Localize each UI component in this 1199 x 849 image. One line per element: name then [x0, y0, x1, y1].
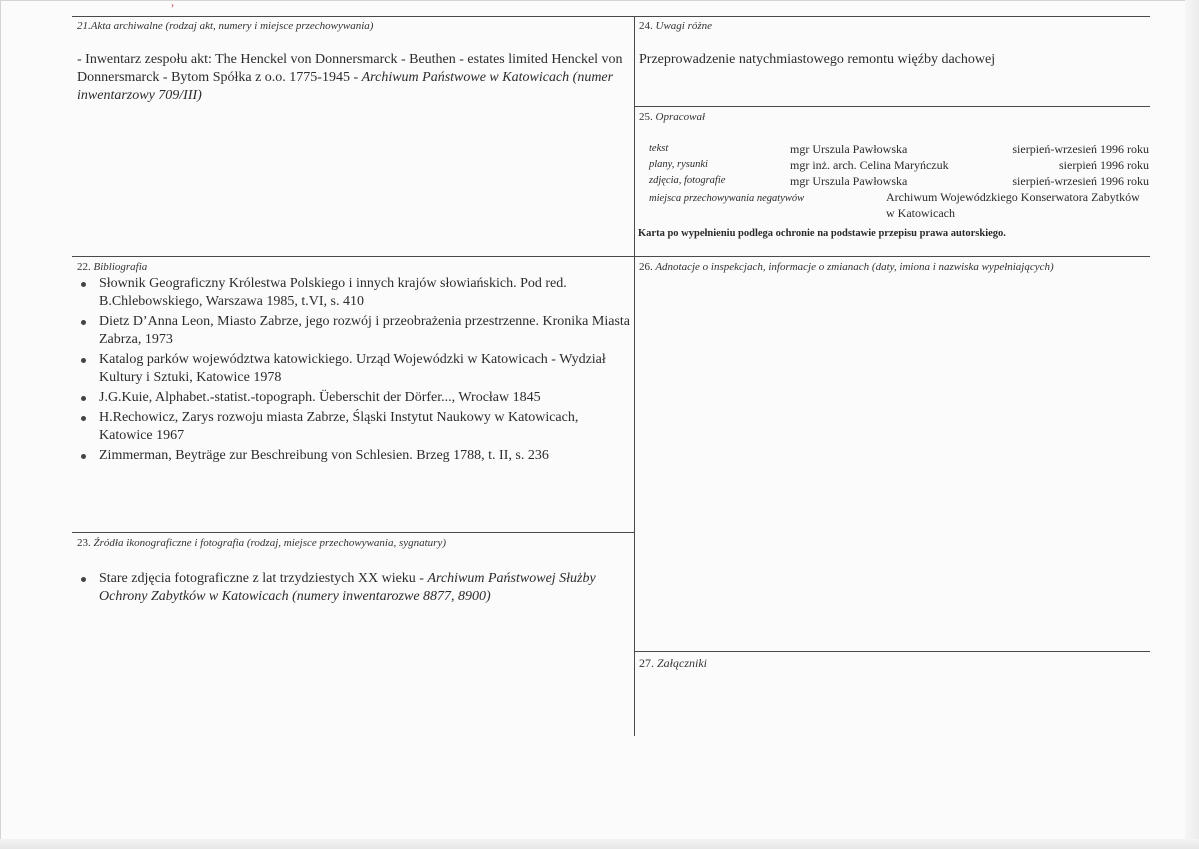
credit-role: zdjęcia, fotografie: [649, 175, 726, 186]
section-23-text-plain: Stare zdjęcia fotograficzne z lat trzydziestych XX wieku -: [99, 571, 428, 586]
credit-role: tekst: [649, 143, 669, 154]
credit-date: sierpień 1996 roku: [1059, 158, 1149, 172]
section-22-label: [77, 261, 147, 273]
section-24-title: Uwagi różne: [655, 20, 713, 32]
credits-table: [649, 141, 1149, 223]
credit-row-negatives: [649, 189, 1149, 223]
center-divider: [634, 16, 635, 736]
section-22-title: Bibliografia: [93, 261, 148, 273]
bibliography-item: Słownik Geograficzny Królestwa Polskiego i innych krajów słowiańskich. Pod red. B.Chlebowskiego, Warszawa 1985, t.VI, s. 410: [77, 275, 632, 311]
credit-name: mgr Urszula Pawłowska: [790, 174, 908, 188]
divider-21-22: [72, 256, 634, 257]
section-23-title: Źródła ikonograficzne i fotografia (rodzaj, miejsce przechowywania, sygnatury): [93, 537, 446, 549]
negatives-role: miejsca przechowywania negatywów: [649, 193, 805, 204]
credit-date: sierpień-wrzesień 1996 roku: [1012, 142, 1149, 156]
bibliography-item: Zimmerman, Beyträge zur Beschreibung von Schlesien. Brzeg 1788, t. II, s. 236: [77, 447, 632, 465]
divider-25-26: [634, 256, 1150, 257]
top-border: [72, 16, 1150, 17]
credit-name: mgr Urszula Pawłowska: [790, 142, 908, 156]
copyright-notice: Karta po wypełnieniu podlega ochronie na podstawie przepisu prawa autorskiego.: [638, 228, 1006, 239]
section-21-label: 21.Akta archiwalne (rodzaj akt, numery i miejsce przechowywania): [77, 20, 374, 32]
credit-row: [649, 141, 1149, 157]
credit-name: mgr inż. arch. Celina Maryńczuk: [790, 158, 949, 172]
section-24-text: Przeprowadzenie natychmiastowego remontu więźby dachowej: [639, 52, 996, 67]
section-25-label: [639, 111, 705, 123]
bibliography-item: H.Rechowicz, Zarys rozwoju miasta Zabrze, Śląski Instytut Naukowy w Katowicach, Katowice 1967: [77, 409, 632, 445]
section-26-title: Adnotacje o inspekcjach, informacje o zmianach (daty, imiona i nazwiska wypełniających): [655, 261, 1054, 273]
pen-mark: ›: [171, 0, 174, 10]
section-26-number: 26.: [639, 261, 653, 273]
divider-24-25: [634, 106, 1150, 107]
credit-row: [649, 157, 1149, 173]
divider-22-23: [72, 532, 634, 533]
section-21-text-italic: Archiwum Państwowe w Katowicach (numer inwentarzowy 709/III): [77, 70, 614, 103]
section-27-title: Załączniki: [657, 656, 707, 670]
section-24-label: [639, 20, 712, 32]
scan-edge-bottom: [0, 839, 1199, 849]
section-25-title: Opracował: [655, 111, 705, 123]
section-24-number: 24.: [639, 20, 653, 32]
section-21-text-plain: - Inwentarz zespołu akt: The Henckel von Donnersmarck - Beuthen - estates limited Henckel von Donnersmarck - Bytom Spółka z o.o. 1775-1945 -: [77, 52, 623, 85]
section-23-number: 23.: [77, 537, 91, 549]
section-23-text-italic: Archiwum Państwowej Służby Ochrony Zabytków w Katowicach (numery inwentarozwe 8877, 8900): [99, 571, 596, 604]
negatives-place: Archiwum Wojewódzkiego Konserwatora Zabytków w Katowicach: [886, 190, 1140, 220]
credit-date: sierpień-wrzesień 1996 roku: [1012, 174, 1149, 188]
credit-row: [649, 173, 1149, 189]
section-22-number: 22.: [77, 261, 91, 273]
credit-role: plany, rysunki: [649, 159, 708, 170]
bibliography-item: Katalog parków województwa katowickiego. Urząd Wojewódzki w Katowicach - Wydział Kultury i Sztuki, Katowice 1978: [77, 351, 632, 387]
bibliography-list: [77, 275, 632, 465]
section-25-number: 25.: [639, 111, 653, 123]
scan-edge: [1185, 0, 1199, 849]
divider-26-27: [634, 651, 1150, 652]
iconography-item: [77, 570, 632, 606]
section-23-label: [77, 537, 446, 549]
section-27-label: [639, 656, 707, 671]
bibliography-item: Dietz D’Anna Leon, Miasto Zabrze, jego rozwój i przeobrażenia przestrzenne. Kronika Miasta Zabrza, 1973: [77, 313, 632, 349]
bibliography-list-wrap: [77, 275, 632, 467]
section-23-text-wrap: [77, 570, 632, 608]
section-26-label: [639, 261, 1054, 273]
bibliography-item: J.G.Kuie, Alphabet.-statist.-topograph. Üeberschit der Dörfer..., Wrocław 1845: [77, 389, 632, 407]
section-27-number: 27.: [639, 656, 654, 670]
section-21-text: [77, 51, 632, 105]
iconography-list: [77, 570, 632, 606]
